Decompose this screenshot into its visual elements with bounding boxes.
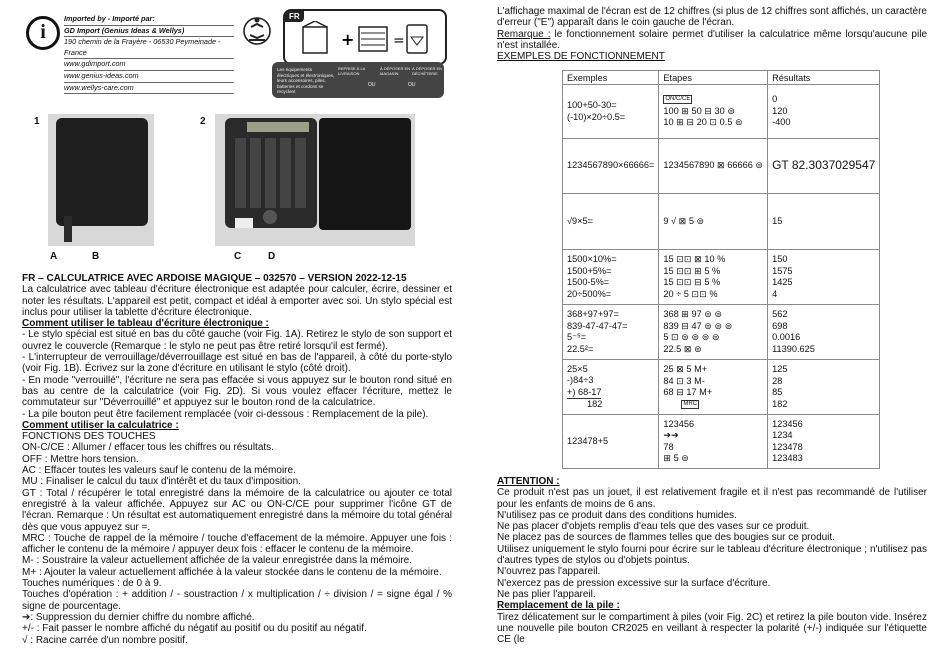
paragraph: - L'interrupteur de verrouillage/déverrouillage est situé en bas de l'appareil, à côté du porte-stylo (voir Fig. 1B). Écrivez sur la zone d'écriture en utilisant le stylo (côté droit). bbox=[22, 352, 452, 375]
left-column bbox=[22, 273, 452, 646]
key-description: √ : Racine carrée d'un nombre positif. bbox=[22, 634, 188, 646]
sorting-info-box bbox=[283, 9, 447, 65]
remarque-label: Remarque : bbox=[497, 28, 551, 40]
step-cell: 839 ⊟ 47 ⊜ ⊜ ⊜ bbox=[663, 320, 733, 331]
importer-line: GD Import (Genius Ideas & Wellys) bbox=[64, 26, 234, 38]
table-row bbox=[563, 415, 880, 469]
closed-calculator-photo bbox=[48, 114, 154, 246]
svg-text:=: = bbox=[393, 33, 405, 49]
triman-icon bbox=[242, 14, 272, 46]
document-title: FR – CALCULATRICE AVEC ARDOISE MAGIQUE – 032570 – VERSION 2022-12-15 bbox=[22, 273, 407, 284]
info-icon: i bbox=[26, 16, 60, 50]
importer-line: Imported by - Importé par: bbox=[64, 14, 234, 26]
paragraph: - La pile bouton peut être facilement remplacée (voir ci-dessous : Remplacement de la pile). bbox=[22, 408, 429, 420]
warning-text: N'exercez pas de pression excessive sur la surface d'écriture. bbox=[497, 577, 771, 589]
warning-text: N'utilisez pas ce produit dans des conditions humides. bbox=[497, 509, 737, 521]
step-cell: ➔➔ bbox=[663, 430, 679, 440]
example-cell: 182 bbox=[587, 399, 603, 409]
step-key: ON/C/CE bbox=[665, 96, 691, 103]
result-cell: 120 bbox=[772, 105, 788, 116]
right-top bbox=[497, 6, 927, 62]
result-cell: 1575 bbox=[772, 265, 793, 276]
section-heading: Comment utiliser la calculatrice : bbox=[22, 419, 179, 431]
warning-text: Ne placez pas de sources de flammes telles que des bougies sur ce produit. bbox=[497, 532, 835, 544]
table-row bbox=[563, 85, 880, 139]
example-cell: √9×5= bbox=[567, 215, 593, 226]
example-cell: 839-47-47-47= bbox=[567, 320, 628, 331]
key-description: MU : Finaliser le calcul du taux d'intérêt et du taux d'imposition. bbox=[22, 476, 301, 488]
result-cell: 123478 bbox=[772, 441, 803, 452]
fr-tag: FR bbox=[285, 11, 304, 22]
result-cell: 1234 bbox=[772, 430, 793, 440]
result-cell: 4 bbox=[772, 288, 778, 299]
example-cell: -)84÷3 bbox=[567, 375, 594, 385]
key-description: M+ : Ajouter la valeur actuellement affichée à la valeur stockée dans le contenu de la mémoire. bbox=[22, 566, 442, 578]
table-row bbox=[563, 360, 880, 415]
result-cell: 0 bbox=[772, 94, 778, 105]
step-cell: 15 ⊡⊡ ⊟ 5 % bbox=[663, 277, 721, 287]
paragraph: - Le stylo spécial est situé en bas du côté gauche (voir Fig. 1A). Retirez le stylo de son support et ouvrez le couvercle (Remarque : le stylo ne peut pas être retiré lorsqu'il est fermé). bbox=[22, 329, 452, 352]
step-cell: 368 ⊞ 97 ⊜ ⊜ bbox=[663, 309, 723, 319]
key-description: AC : Effacer toutes les valeurs sauf le contenu de la mémoire. bbox=[22, 465, 296, 477]
intro-paragraph: La calculatrice avec tableau d'écriture électronique est adaptée pour calculer, écrire, dessiner et noter les résultats. L'appareil est petit, compact et idéal à emporter avec soi. Un stylo spécial est inclus pour utiliser la tablette d'écriture électronique. bbox=[22, 284, 452, 318]
importer-line: www.genius-ideas.com bbox=[64, 71, 234, 83]
ou-label: OU bbox=[368, 82, 376, 88]
example-cell: 368+97+97= bbox=[567, 309, 619, 319]
step-cell: ⊞ 5 ⊜ bbox=[663, 453, 690, 463]
example-cell: 22.5²= bbox=[567, 343, 594, 354]
example-cell: 100+50-30= bbox=[567, 100, 617, 110]
examples-table bbox=[562, 70, 876, 469]
example-cell: 5⁻⁵= bbox=[567, 332, 587, 342]
warning-text: Ne pas placer d'objets remplis d'eau tels que des vases sur ce produit. bbox=[497, 521, 810, 533]
ou-label: OU bbox=[408, 82, 416, 88]
attention-heading: ATTENTION : bbox=[497, 476, 560, 487]
key-description: ➔: Suppression du dernier chiffre du nombre affiché. bbox=[22, 611, 255, 623]
example-cell: 123478+5 bbox=[567, 435, 609, 446]
examples-heading: EXEMPLES DE FONCTIONNEMENT bbox=[497, 51, 665, 63]
step-cell: 1234567890 ⊠ 66666 ⊜ bbox=[663, 160, 764, 171]
header-results: Résultats bbox=[768, 71, 880, 85]
magasin-label: À DÉPOSER EN MAGASIN bbox=[380, 66, 411, 76]
table-row bbox=[563, 305, 880, 360]
key-description: OFF : Mettre hors tension. bbox=[22, 453, 139, 465]
warning-text: Ce produit n'est pas un jouet, il est relativement fragile et il n'est pas recommandé de l'utiliser pour les enfants de moins de 6 ans. bbox=[497, 487, 927, 510]
header-steps: Etapes bbox=[659, 71, 768, 85]
table-row bbox=[563, 139, 880, 194]
key-description: GT : Total / récupérer le total enregistré dans la mémoire de la calculatrice ou ajouter ce total enregistré à la valeur affichée. Appuyez sur AC ou ON-C/CE pour supprimer l'icône GT de l'écran. Remarque : Un résultat est automatiquement enregistré dans la mémoire du total général dès que vous appuyez sur =. bbox=[22, 487, 452, 533]
example-cell: 1234567890×66666= bbox=[567, 160, 655, 171]
label-a: A bbox=[50, 251, 58, 262]
warning-text: Utilisez uniquement le stylo fourni pour écrire sur le tableau d'écriture électronique ; n'utilisez pas d'autres types de stylos ou d'objets pointus. bbox=[497, 543, 927, 567]
example-cell: 1500×10%= bbox=[567, 254, 617, 264]
result-cell: -400 bbox=[772, 117, 791, 128]
step-cell: 20 ÷ 5 ⊡⊡ % bbox=[663, 288, 718, 299]
importer-block bbox=[24, 10, 234, 96]
warning-text: Ne pas plier l'appareil. bbox=[497, 588, 596, 600]
result-cell: 562 bbox=[772, 309, 788, 319]
battery-text: Tirez délicatement sur le compartiment à piles (voir Fig. 2C) et retirez la pile bouton vide. Insérez une nouvelle pile bouton CR2025 en veillant à respecter la polarité (+/-) indiquée sur l'étiquette CE (le bbox=[497, 611, 927, 646]
result-cell: 85 bbox=[772, 387, 783, 397]
figure-number: 2 bbox=[200, 116, 206, 127]
result-cell: 123456 bbox=[772, 418, 803, 429]
key-description: ON-C/CE : Allumer / effacer tous les chiffres ou résultats. bbox=[22, 442, 274, 454]
result-cell: 1425 bbox=[772, 277, 793, 287]
step-key: MRC bbox=[683, 400, 698, 407]
label-b: B bbox=[92, 251, 100, 262]
key-description: Touches d'opération : + addition / - soustraction / x multiplication / ÷ division / = signe égal / % signe de pourcentage. bbox=[22, 589, 452, 612]
table-row bbox=[563, 194, 880, 250]
step-cell: 10 ⊞ ⊟ 20 ⊡ 0.5 ⊜ bbox=[663, 117, 743, 128]
warning-text: N'ouvrez pas l'appareil. bbox=[497, 566, 601, 578]
example-cell: (-10)×20÷0.5= bbox=[567, 111, 626, 122]
remarque-paragraph bbox=[497, 29, 927, 52]
table-row bbox=[563, 250, 880, 305]
step-cell: 22.5 ⊠ ⊜ bbox=[663, 343, 702, 354]
key-description: MRC : Touche de rappel de la mémoire / touche d'effacement de la mémoire. Appuyer une fois : afficher le contenu de la mémoire / appuyer deux fois : effacer le contenu de la mémoire. bbox=[22, 532, 452, 556]
right-bottom bbox=[497, 476, 927, 645]
result-cell: 28 bbox=[772, 375, 783, 386]
figure-number: 1 bbox=[34, 116, 40, 127]
step-cell: 15 ⊡⊡ ⊠ 10 % bbox=[663, 254, 726, 264]
display-note: L'affichage maximal de l'écran est de 12 chiffres (si plus de 12 chiffres sont affichés, un caractère d'erreur ("E") apparaît dans le coin gauche de l'écran. bbox=[497, 6, 927, 29]
step-cell: 15 ⊡⊡ ⊞ 5 % bbox=[663, 265, 721, 276]
step-cell: 123456 bbox=[663, 418, 695, 429]
sorting-icons bbox=[301, 21, 431, 57]
result-cell: 698 bbox=[772, 320, 788, 331]
step-cell: 5 ⊡ ⊜ ⊜ ⊜ ⊜ bbox=[663, 332, 720, 342]
example-cell: 1500-5%= bbox=[567, 277, 610, 287]
step-cell: 78 bbox=[663, 441, 674, 452]
open-calculator-photo bbox=[215, 114, 415, 246]
section-heading: Comment utiliser le tableau d'écriture électronique : bbox=[22, 318, 269, 330]
subheading: FONCTIONS DES TOUCHES bbox=[22, 431, 156, 443]
example-cell: 20÷500%= bbox=[567, 288, 612, 299]
svg-text:+: + bbox=[341, 30, 355, 49]
result-cell: 15 bbox=[772, 215, 783, 226]
step-cell: 25 ⊠ 5 M+ bbox=[663, 364, 708, 374]
battery-heading: Remplacement de la pile : bbox=[497, 600, 620, 612]
key-description: +/- : Fait passer le nombre affiché du négatif au positif ou du positif au négatif. bbox=[22, 623, 367, 635]
result-cell: 11390.625 bbox=[772, 343, 815, 354]
recycling-bar bbox=[272, 62, 444, 98]
example-cell: 25×5 bbox=[567, 363, 588, 374]
result-cell: GT 82.3037029547 bbox=[772, 158, 876, 173]
importer-line: www.wellys-care.com bbox=[64, 83, 234, 95]
label-d: D bbox=[268, 251, 276, 262]
remarque-text: le fonctionnement solaire permet d'utiliser la calculatrice même lorsqu'aucune pile n'est installée. bbox=[497, 28, 927, 51]
decheterie-label: À DÉPOSER EN DÉCHÈTERIE bbox=[412, 66, 443, 76]
step-cell: 84 ⊡ 3 M- bbox=[663, 375, 705, 386]
recycling-text: Les équipements électriques et électroniques, leurs accessoires, piles, batteries et cordons se recyclent bbox=[277, 67, 335, 95]
result-cell: 150 bbox=[772, 254, 788, 264]
step-cell: 9 √ ⊠ 5 ⊜ bbox=[663, 215, 705, 226]
example-cell: 1500+5%= bbox=[567, 265, 612, 276]
key-description: Touches numériques : de 0 à 9. bbox=[22, 578, 162, 590]
importer-line: 190 chemin de la Frayère - 06530 Peymeinade - France bbox=[64, 37, 234, 59]
step-cell: 68 ⊟ 17 M+ bbox=[663, 387, 713, 397]
importer-address bbox=[64, 14, 234, 94]
example-cell: +) 68-17 bbox=[567, 387, 601, 400]
result-cell: 0.0016 bbox=[772, 332, 801, 342]
importer-line: www.gdimport.com bbox=[64, 59, 234, 71]
result-cell: 182 bbox=[772, 398, 788, 409]
header-examples: Exemples bbox=[563, 71, 659, 85]
step-cell: 100 ⊞ 50 ⊟ 30 ⊜ bbox=[663, 105, 736, 116]
result-cell: 125 bbox=[772, 364, 788, 374]
paragraph: - En mode "verrouillé", l'écriture ne sera pas effacée si vous appuyez sur le bouton rond situé en bas au centre de la calculatrice (voir Fig. 2D). Si vous voulez effacer l'écriture, mettez le commutateur sur "Déverrouillé" et appuyez sur le bouton rond de la calculatrice. bbox=[22, 374, 452, 409]
table-header-row bbox=[563, 71, 880, 85]
result-cell: 123483 bbox=[772, 453, 803, 463]
key-description: M- : Soustraire la valeur actuellement affichée de la valeur enregistrée dans la mémoire. bbox=[22, 555, 413, 567]
reprise-label: REPRISE À LA LIVRAISON bbox=[338, 66, 366, 76]
label-c: C bbox=[234, 251, 242, 262]
